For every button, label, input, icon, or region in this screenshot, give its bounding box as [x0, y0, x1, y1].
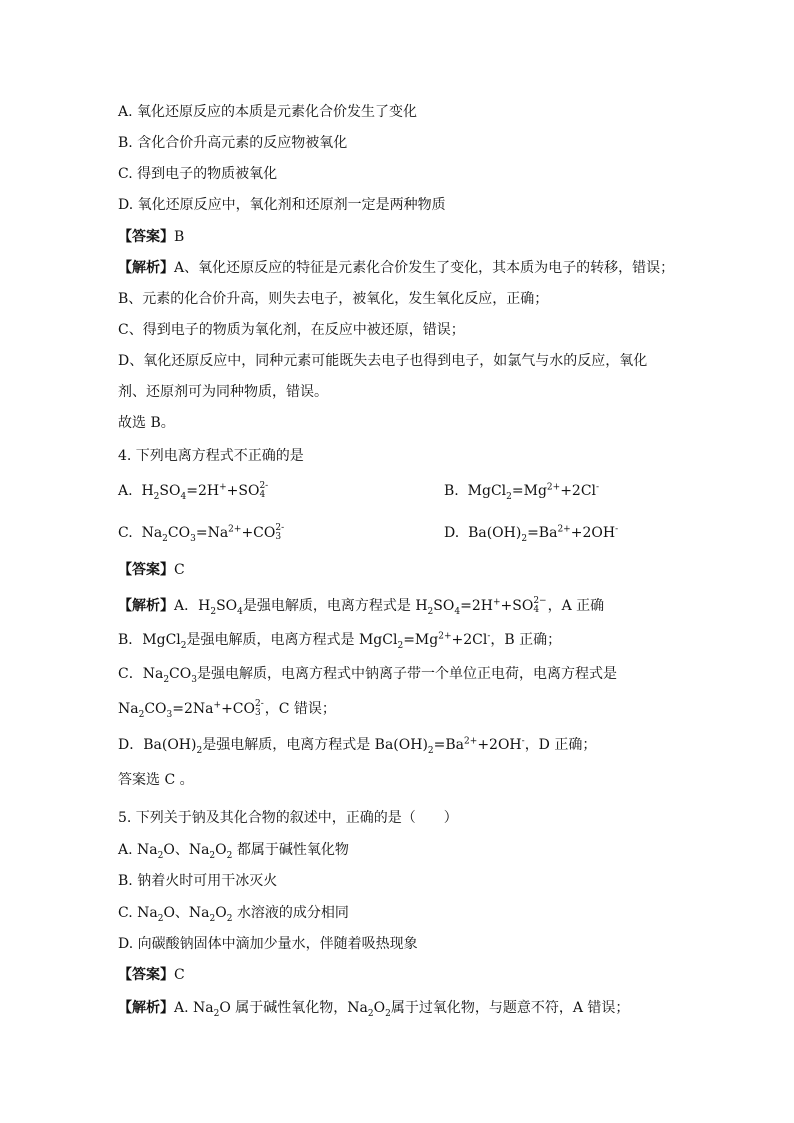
- option-label: A.: [118, 483, 133, 499]
- q5-answer: [118, 965, 185, 985]
- q4-analysis-d: D．$Ba(OH)_2$是强电解质，电离方程式是 $Ba(OH)_2=Ba^{2+}+2OH^-$，D 正确；: [118, 736, 597, 756]
- q3-analysis-b: B、元素的化合价升高，则失去电子，被氧化，发生氧化反应，正确；: [118, 291, 549, 307]
- q5-option-b: B. 钠着火时可用干冰灭火: [118, 873, 278, 889]
- q4-option-b: B. $MgCl_2=Mg^{2+}+2Cl^-$: [444, 482, 600, 502]
- q3-option-b: B. 含化合价升高元素的反应物被氧化: [118, 135, 348, 151]
- q5-stem: 5. 下列关于钠及其化合物的叙述中，正确的是（ ）: [118, 810, 458, 826]
- q3-option-d: D. 氧化还原反应中，氧化剂和还原剂一定是两种物质: [118, 197, 446, 213]
- analysis-text: A、氧化还原反应的特征是元素化合价发生了变化，其本质为电子的转移，错误；: [174, 260, 675, 276]
- answer-tag: 【答案】: [118, 967, 174, 983]
- q5-option-d: D. 向碳酸钠固体中滴加少量水，伴随着吸热现象: [118, 936, 418, 952]
- q4-option-d: D. $Ba(OH)_2=Ba^{2+}+2OH^-$: [444, 524, 619, 544]
- q4-analysis-c-equation: $Na_2CO_3=2Na^++CO$ 2- 3 ，C 错误；: [118, 699, 336, 720]
- q3-conclusion: 故选 B。: [118, 415, 175, 431]
- q4-option-c: C. $Na_2CO_3=Na^{2+}+CO$ 2- 3: [118, 523, 285, 544]
- q4-analysis-b: B．MgCl$_2$是强电解质，电离方程式是 $MgCl_2=Mg^{2+}+2Cl^-$，B 正确；: [118, 631, 562, 651]
- q3-analysis-d: D、氧化还原反应中，同种元素可能既失去电子也得到电子，如氯气与水的反应，氧化: [118, 353, 648, 369]
- analysis-tag: 【解析】: [118, 598, 174, 614]
- analysis-tag: 【解析】: [118, 260, 174, 276]
- answer-tag: 【答案】: [118, 562, 174, 578]
- q4-analysis-c: C．$Na_2CO_3$是强电解质，电离方程式中钠离子带一个单位正电荷，电离方程式是: [118, 666, 617, 685]
- answer-tag: 【答案】: [118, 229, 174, 245]
- option-label: D.: [444, 525, 460, 541]
- option-label: C.: [118, 525, 133, 541]
- q3-analysis-a: [118, 258, 674, 278]
- q5-option-c: C. $Na_2O$、$Na_2O_2$ 水溶液的成分相同: [118, 905, 349, 924]
- q3-answer: [118, 227, 184, 247]
- q3-analysis-d-cont: 剂、还原剂可为同种物质，错误。: [118, 384, 328, 400]
- option-label: B.: [444, 483, 459, 499]
- analysis-tag: 【解析】: [118, 1000, 174, 1016]
- q3-option-a: A. 氧化还原反应的本质是元素化合价发生了变化: [118, 104, 418, 120]
- q4-option-a: A. $H_2SO_4=2H^++SO$ 2- 4: [118, 481, 269, 502]
- answer-value: B: [174, 229, 185, 245]
- q3-analysis-c: C、得到电子的物质为氧化剂，在反应中被还原，错误；: [118, 322, 465, 338]
- q3-option-c: C. 得到电子的物质被氧化: [118, 166, 278, 182]
- answer-value: C: [174, 967, 185, 983]
- q5-option-a: A. $Na_2O$、$Na_2O_2$ 都属于碱性氧化物: [118, 842, 349, 861]
- q4-conclusion: 答案选 C 。: [118, 772, 194, 788]
- q5-analysis-a: 【解析】A. $Na_2O$ 属于碱性氧化物，$Na_2O_2$属于过氧化物，与题意不符，A 错误；: [118, 1000, 630, 1019]
- q4-answer: [118, 560, 185, 580]
- q4-analysis-a: 【解析】A．$H_2SO_4$是强电解质，电离方程式是 $H_2SO_4=2H^++SO$ 2− 4 ，A 正确: [118, 596, 605, 617]
- q4-stem: 4. 下列电离方程式不正确的是: [118, 448, 304, 464]
- answer-value: C: [174, 562, 185, 578]
